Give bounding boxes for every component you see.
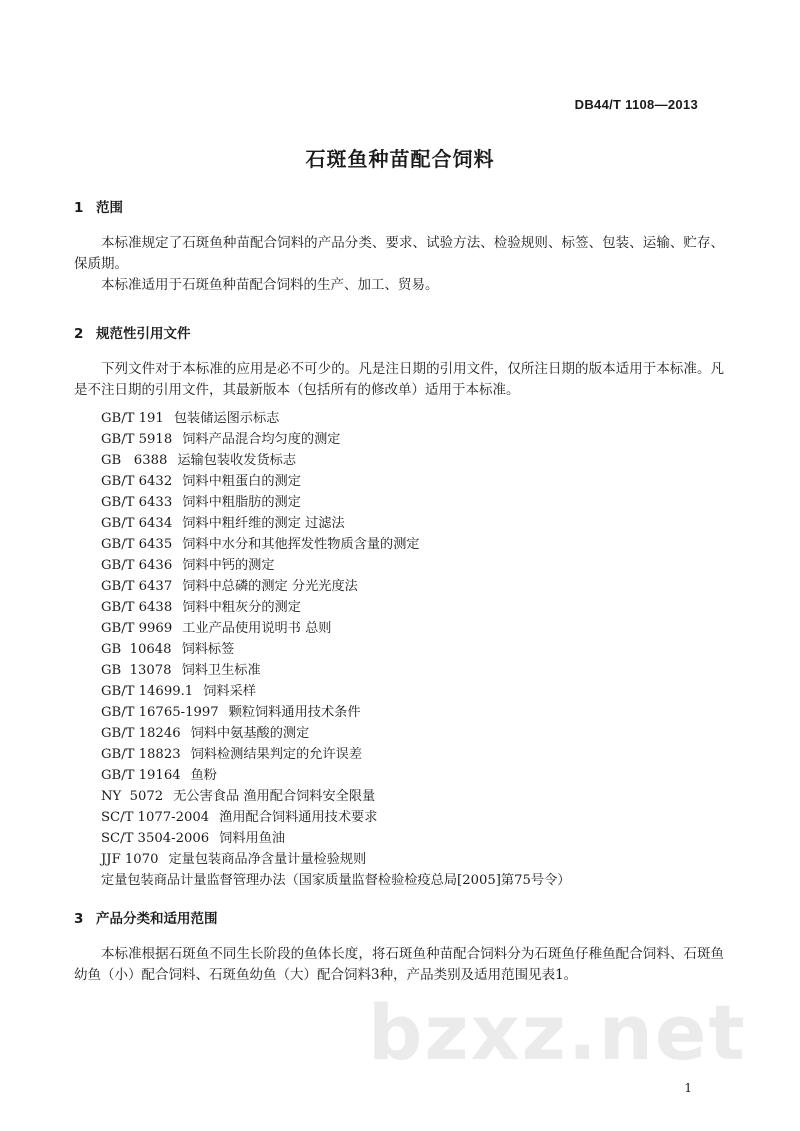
reference-item	[101, 786, 570, 807]
section-1-heading	[74, 196, 123, 216]
page-number: 1	[684, 1081, 692, 1095]
reference-title: 饲料采样	[203, 684, 256, 699]
reference-code: GB/T 6437	[101, 579, 173, 594]
reference-title: 饲料中粗蛋白的测定	[182, 474, 301, 489]
section-1-paragraph-2: 本标准适用于石斑鱼种苗配合饲料的生产、加工、贸易。	[101, 277, 439, 293]
reference-item	[101, 450, 570, 471]
reference-code: GB 10648	[101, 642, 172, 657]
section-title: 范围	[96, 200, 123, 216]
reference-item	[101, 492, 570, 513]
reference-item	[101, 828, 570, 849]
reference-item	[101, 408, 570, 429]
reference-item	[101, 429, 570, 450]
reference-code: GB/T 18823	[101, 747, 181, 762]
section-title: 规范性引用文件	[96, 326, 191, 342]
normative-references-list	[101, 408, 570, 891]
reference-title: 工业产品使用说明书 总则	[182, 621, 332, 636]
reference-item	[101, 765, 570, 786]
reference-title: 饲料中水分和其他挥发性物质含量的测定	[182, 537, 420, 552]
section-3-heading	[74, 907, 218, 927]
reference-item	[101, 471, 570, 492]
reference-title: 饲料卫生标准	[181, 663, 261, 678]
reference-title: 定量包装商品净含量计量检验规则	[168, 852, 367, 867]
reference-item	[101, 618, 570, 639]
reference-title: 饲料检测结果判定的允许误差	[190, 747, 363, 762]
reference-item	[101, 639, 570, 660]
reference-item	[101, 744, 570, 765]
section-number: 1	[74, 200, 84, 216]
reference-code: GB 6388	[101, 453, 168, 468]
reference-code: GB/T 191	[101, 411, 164, 426]
reference-title: 饲料中钙的测定	[182, 558, 275, 573]
standard-code: DB44/T 1108—2013	[574, 97, 698, 112]
reference-code: GB/T 6433	[101, 495, 173, 510]
reference-code: GB/T 5918	[101, 432, 173, 447]
reference-item	[101, 723, 570, 744]
reference-title: 饲料用鱼油	[219, 831, 286, 846]
section-title: 产品分类和适用范围	[96, 911, 218, 927]
reference-code: GB/T 16765-1997	[101, 705, 219, 720]
reference-code: SC/T 1077-2004	[101, 810, 210, 825]
reference-title: 包装储运图示标志	[173, 411, 280, 426]
reference-code: GB 13078	[101, 663, 172, 678]
reference-item	[101, 702, 570, 723]
reference-title: 饲料中粗灰分的测定	[182, 600, 301, 615]
reference-title: 饲料产品混合均匀度的测定	[182, 432, 341, 447]
section-2-paragraph-1: 下列文件对于本标准的应用是必不可少的。凡是注日期的引用文件，仅所注日期的版本适用于本标准。凡是不注日期的引用文件，其最新版本（包括所有的修改单）适用于本标准。	[74, 361, 724, 398]
watermark: bzxz.net	[368, 988, 747, 1077]
reference-item	[101, 807, 570, 828]
section-3-paragraph-1: 本标准根据石斑鱼不同生长阶段的鱼体长度，将石斑鱼种苗配合饲料分为石斑鱼仔稚鱼配合饲料、石斑鱼幼鱼（小）配合饲料、石斑鱼幼鱼（大）配合饲料3种，产品类别及适用范围见表1。	[74, 946, 724, 983]
section-2-heading	[74, 322, 191, 342]
reference-item	[101, 660, 570, 681]
reference-code: GB/T 6436	[101, 558, 173, 573]
reference-code: GB/T 14699.1	[101, 684, 194, 699]
reference-item	[101, 870, 570, 891]
reference-code: JJF 1070	[101, 852, 159, 867]
section-number: 3	[74, 911, 84, 927]
reference-title: 定量包装商品计量监督管理办法（国家质量监督检验检疫总局[2005]第75号令）	[101, 873, 571, 888]
reference-title: 饲料中粗脂肪的测定	[182, 495, 301, 510]
reference-title: 饲料中氨基酸的测定	[190, 726, 310, 741]
reference-code: GB/T 6435	[101, 537, 173, 552]
reference-title: 饲料中粗纤维的测定 过滤法	[182, 516, 345, 531]
reference-code: GB/T 19164	[101, 768, 181, 783]
reference-title: 饲料中总磷的测定 分光光度法	[182, 579, 358, 594]
reference-item	[101, 513, 570, 534]
reference-item	[101, 555, 570, 576]
reference-item	[101, 534, 570, 555]
reference-code: GB/T 6438	[101, 600, 173, 615]
reference-code: GB/T 6434	[101, 516, 173, 531]
reference-title: 无公害食品 渔用配合饲料安全限量	[173, 789, 376, 804]
reference-item	[101, 681, 570, 702]
section-number: 2	[74, 326, 84, 342]
reference-code: NY 5072	[101, 789, 164, 804]
reference-code: GB/T 9969	[101, 621, 173, 636]
reference-title: 鱼粉	[190, 768, 217, 783]
reference-code: GB/T 18246	[101, 726, 181, 741]
reference-title: 饲料标签	[181, 642, 235, 657]
reference-item	[101, 576, 570, 597]
reference-item	[101, 597, 570, 618]
reference-title: 渔用配合饲料通用技术要求	[219, 810, 378, 825]
reference-code: SC/T 3504-2006	[101, 831, 210, 846]
section-1-paragraph-1: 本标准规定了石斑鱼种苗配合饲料的产品分类、要求、试验方法、检验规则、标签、包装、运输、贮存、保质期。	[74, 235, 724, 272]
reference-title: 运输包装收发货标志	[177, 453, 297, 468]
reference-code: GB/T 6432	[101, 474, 173, 489]
document-title: 石斑鱼种苗配合饲料	[305, 147, 495, 171]
reference-title: 颗粒饲料通用技术条件	[228, 705, 361, 720]
reference-item	[101, 849, 570, 870]
